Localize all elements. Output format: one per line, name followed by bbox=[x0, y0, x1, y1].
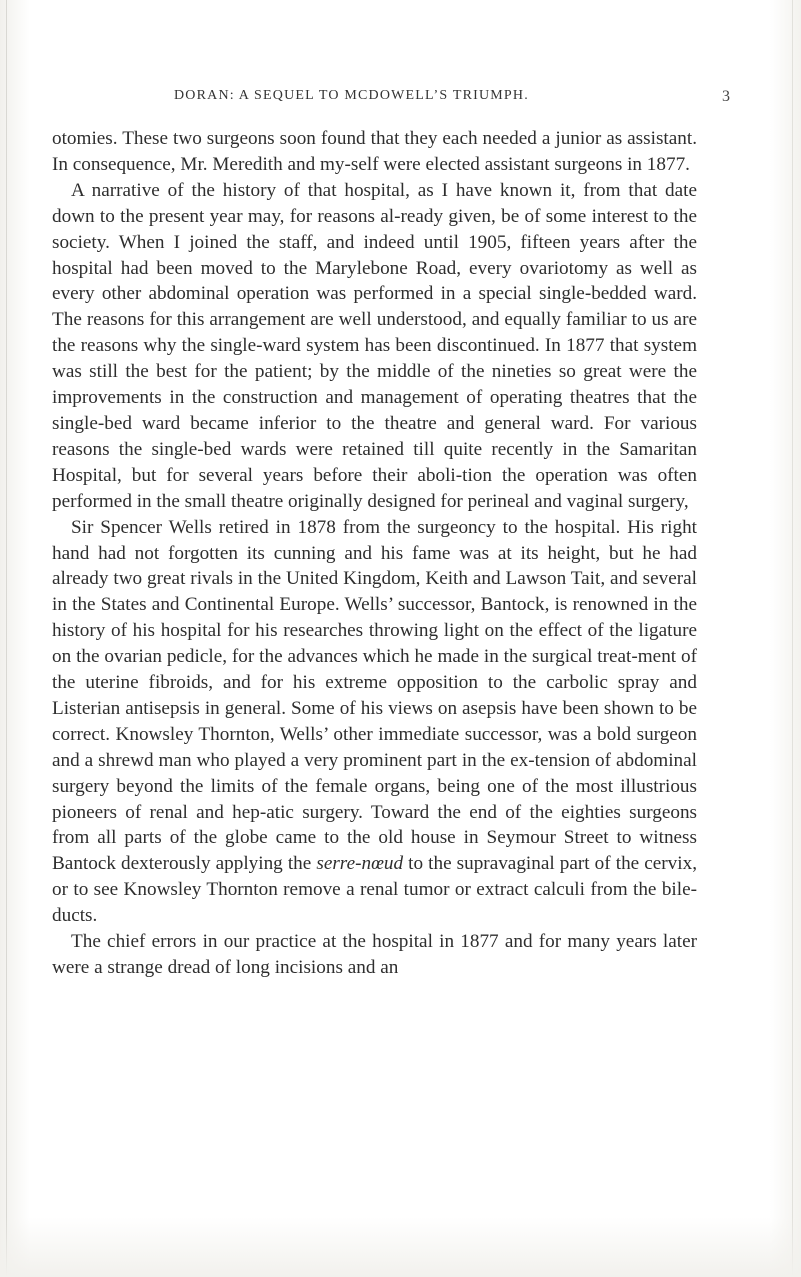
paragraph-4: The chief errors in our practice at the hospital in 1877 and for many years later were a strange dread of long incisions and an bbox=[52, 931, 697, 978]
paragraph-3-text-before: Sir Spencer Wells retired in 1878 from the surgeoncy to the hospital. His right hand had not forgotten its cunning and his fame was at its height, but he had already two great rivals in the United Kingdom, Keith and Lawson Tait, and several in the States and Continental Europe. Wells’ successor, Bantock, is renowned in the history of his hospital for his researches throwing light on the effect of the ligature on the ovarian pedicle, for the advances which he made in the surgical treat-ment of the uterine fibroids, and for his extreme opposition to the carbolic spray and Listerian antisepsis in general. Some of his views on asepsis have been shown to be correct. Knowsley Thornton, Wells’ other immediate successor, was a bold surgeon and a shrewd man who played a very prominent part in the ex-tension of abdominal surgery beyond the limits of the female organs, being one of the most illustrious pioneers of renal and hep-atic surgery. Toward the end of the eighties surgeons from all parts of the globe came to the old house in Seymour Street to witness Bantock dexterously applying the bbox=[52, 516, 697, 875]
page-header bbox=[90, 88, 730, 112]
paragraph-1: otomies. These two surgeons soon found that they each needed a junior as assistant. In consequence, Mr. Meredith and my-self were elected assistant surgeons in 1877. bbox=[52, 128, 697, 175]
page-number: 3 bbox=[722, 88, 730, 105]
running-head: DORAN: A SEQUEL TO MCDOWELL’S TRIUMPH. bbox=[174, 88, 529, 103]
paragraph-3-italic-term: serre-nœud bbox=[316, 853, 404, 875]
body-text bbox=[52, 126, 697, 981]
page-right-edge bbox=[792, 0, 793, 1277]
paragraph-3-text-after: to the supravaginal part of the cervix, or to see Knowsley Thornton remove a renal tumor or extract calculi from the bile-ducts. bbox=[52, 853, 697, 927]
page-left-edge bbox=[6, 0, 7, 1277]
paragraph-3 bbox=[52, 515, 697, 930]
paragraph-2: A narrative of the history of that hospital, as I have known it, from that date down to the present year may, for reasons al-ready given, be of some interest to the society. When I joined the staff, and indeed until 1905, fifteen years after the hospital had been moved to the Marylebone Road, every ovariotomy as well as every other abdominal operation was performed in a special single-bedded ward. The reasons for this arrangement are well understood, and equally familiar to us are the reasons why the single-ward system has been discontinued. In 1877 that system was still the best for the patient; by the middle of the nineties so great were the improvements in the construction and management of operating theatres that the single-bed ward became inferior to the theatre and general ward. For various reasons the single-bed wards were retained till quite recently in the Samaritan Hospital, but for several years before their aboli-tion the operation was often performed in the small theatre originally designed for perineal and vaginal surgery, bbox=[52, 179, 697, 512]
page-bottom-shadow bbox=[0, 1217, 801, 1277]
